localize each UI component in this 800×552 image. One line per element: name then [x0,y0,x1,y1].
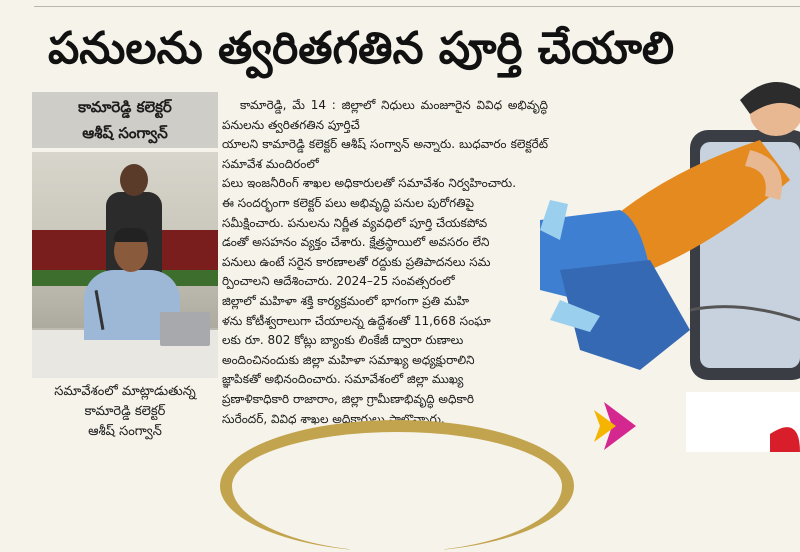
body-line: ప్రణాళికాధికారి రాజారాం, జిల్లా గ్రామీణాభివృద్ధి అధికారి [222,391,475,406]
body-line: కామారెడ్డి, మే 14 : జిల్లాలో నిధులు మంజూరైన వివిధ అభివృద్ధి పనులను త్వరితగతిన పూర్తిచే [222,98,548,132]
byline-title: కామారెడ్డి కలెక్టర్ [78,98,172,116]
body-line: లకు రూ. 802 కోట్లు బ్యాంకు లింకేజీ ద్వారా రుణాలు [222,333,464,348]
decorative-arc [220,420,574,552]
caption-line: సమావేశంలో మాట్లాడుతున్న [54,384,196,399]
body-line: సమీక్షించారు. పనులను నిర్ణీత వ్యవధిలో పూర్తి చేయకపోవ [222,215,488,230]
body-line: ళను కోటీశ్వరాలుగా చేయాలన్న ఉద్దేశంతో 11,668 సంఘా [222,313,491,328]
body-line: పనులు ఉంటే సరైన కారణాలతో రద్దుకు ప్రతిపాదనలు సమ [222,254,491,269]
advert-illustration [540,70,800,452]
body-line: పలు ఇంజనీరింగ్ శాఖల అధికారులతో సమావేశం నిర్వహించారు. [222,176,517,191]
article-body [222,96,548,429]
collector-photo [32,152,218,378]
headline: పనులను త్వరితగతిన పూర్తి చేయాలి [48,23,675,74]
laptop-icon [160,312,210,346]
body-line: ర్పించాలని ఆదేశించారు. 2024–25 సంవత్సరంలో [222,274,455,289]
caption-line: ఆశీష్ సంగ్వాన్ [88,424,162,439]
byline-name: ఆశీష్ సంగ్వాన్ [82,124,168,142]
advert-illustration-svg [540,70,800,452]
byline-box [32,92,218,148]
body-line: జిల్లాలో మహిళా శక్తి కార్యక్రమంలో భాగంగా ప్రతి మహి [222,293,470,308]
body-line: డంతో అసహనం వ్యక్తం చేశారు. క్షేత్రస్థాయిలో అవసరం లేని [222,235,490,250]
body-line: ఈ సందర్భంగా కలెక్టర్ పలు అభివృద్ధి పనుల పురోగతిపై [222,195,475,210]
top-rule [34,6,800,7]
standing-person-head [120,164,148,196]
body-line: జ్ఞాపికతో అభినందించారు. సమావేశంలో జిల్లా ముఖ్య [222,372,464,387]
body-line: సురేందర్, వివిధ శాఖల అధికారులు పాల్గొన్నారు. [222,411,445,426]
body-line: యాలని కామారెడ్డి కలెక్టర్ ఆశీష్ సంగ్వాన్ అన్నారు. బుధవారం కలెక్టరేట్ సమావేశ మందిరంలో [222,137,548,171]
collector-hair [114,228,148,242]
photo-caption [32,382,218,452]
caption-line: కామారెడ్డి కలెక్టర్ [84,404,166,419]
body-line: అందించినందుకు జిల్లా మహిళా సమాఖ్య అధ్యక్షురాలిని [222,352,475,367]
